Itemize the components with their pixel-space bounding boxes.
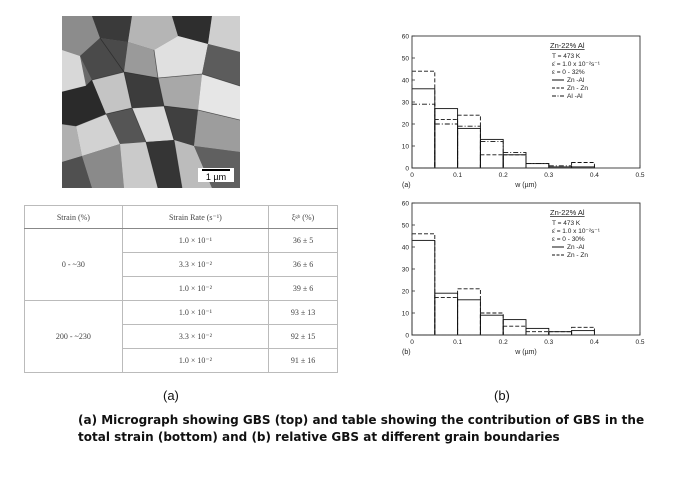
y-tick-label: 10 bbox=[401, 310, 409, 318]
histogram-bar bbox=[480, 155, 503, 168]
y-tick-label: 0 bbox=[405, 332, 409, 340]
y-tick-label: 40 bbox=[401, 77, 409, 85]
y-tick-label: 0 bbox=[405, 165, 409, 173]
gbs-contribution-table bbox=[24, 205, 338, 373]
y-tick-label: 20 bbox=[401, 121, 409, 129]
histogram-bar bbox=[572, 327, 595, 335]
y-tick-label: 30 bbox=[401, 266, 409, 274]
histogram-bar bbox=[480, 313, 503, 335]
histogram-bar bbox=[435, 298, 458, 335]
panel-label: (b) bbox=[402, 349, 411, 356]
table-header-strain: Strain (%) bbox=[25, 206, 123, 229]
histogram-bar bbox=[526, 164, 549, 168]
table-cell-xi: 36 ± 6 bbox=[269, 253, 338, 277]
y-tick-label: 10 bbox=[401, 143, 409, 151]
y-tick-label: 20 bbox=[401, 288, 409, 296]
micrograph-image bbox=[62, 16, 240, 188]
y-tick-label: 30 bbox=[401, 99, 409, 107]
histogram-bar bbox=[458, 289, 481, 335]
histogram-bar bbox=[458, 128, 481, 168]
x-tick-label: 0.3 bbox=[544, 172, 554, 179]
condition-label: ε̇ = 1.0 x 10⁻²s⁻¹ bbox=[552, 228, 600, 235]
caption-line-1: (a) Micrograph showing GBS (top) and table showing the contribution of GBS in the bbox=[78, 413, 645, 427]
condition-label: T = 473 K bbox=[552, 53, 581, 60]
condition-label: ε̇ = 1.0 x 10⁻²s⁻¹ bbox=[552, 61, 600, 68]
table-cell-rate: 1.0 × 10⁻¹ bbox=[122, 301, 268, 325]
scale-bar-line bbox=[202, 169, 230, 171]
histogram-bar bbox=[412, 89, 435, 168]
x-axis-label: w (µm) bbox=[515, 182, 537, 189]
condition-label: T = 473 K bbox=[552, 220, 581, 227]
x-tick-label: 0 bbox=[410, 172, 414, 179]
caption-line-2: total strain (bottom) and (b) relative GBS at different grain boundaries bbox=[78, 430, 560, 444]
y-tick-label: 40 bbox=[401, 244, 409, 252]
x-tick-label: 0.4 bbox=[589, 172, 599, 179]
chart-title: Zn-22% Al bbox=[550, 208, 585, 217]
table-cell-xi: 91 ± 16 bbox=[269, 349, 338, 373]
legend-entry: Zn -Al bbox=[567, 77, 585, 84]
table-cell-xi: 39 ± 6 bbox=[269, 277, 338, 301]
scale-bar-label: 1 µm bbox=[205, 172, 227, 182]
histogram-chart-a bbox=[390, 28, 650, 194]
micrograph-grains bbox=[62, 16, 240, 188]
histogram-bar bbox=[412, 240, 435, 335]
panel-label-a: (a) bbox=[163, 388, 179, 403]
histogram-bar bbox=[572, 331, 595, 335]
x-tick-label: 0.5 bbox=[635, 339, 645, 346]
panel-label: (a) bbox=[402, 182, 411, 189]
histogram-bar bbox=[458, 126, 481, 168]
histogram-bar bbox=[480, 139, 503, 168]
table-row bbox=[25, 301, 338, 325]
panel-label-b: (b) bbox=[494, 388, 510, 403]
histogram-bar bbox=[526, 164, 549, 168]
x-tick-label: 0.2 bbox=[498, 339, 508, 346]
table-cell-rate: 3.3 × 10⁻² bbox=[122, 325, 268, 349]
table-cell-rate: 3.3 × 10⁻² bbox=[122, 253, 268, 277]
y-tick-label: 50 bbox=[401, 222, 409, 230]
y-tick-label: 60 bbox=[401, 33, 409, 41]
legend-entry: Al -Al bbox=[567, 93, 583, 100]
y-tick-label: 60 bbox=[401, 200, 409, 208]
x-tick-label: 0.1 bbox=[453, 339, 463, 346]
histogram-bar bbox=[503, 155, 526, 168]
table-cell-xi: 92 ± 15 bbox=[269, 325, 338, 349]
legend-entry: Zn - Zn bbox=[567, 252, 588, 259]
x-tick-label: 0.3 bbox=[544, 339, 554, 346]
x-tick-label: 0.4 bbox=[589, 339, 599, 346]
histogram-bar bbox=[503, 320, 526, 335]
histogram-bar bbox=[549, 332, 572, 335]
plot-frame bbox=[412, 203, 640, 335]
x-tick-label: 0.5 bbox=[635, 172, 645, 179]
scale-bar bbox=[198, 168, 234, 182]
histogram-bar bbox=[458, 300, 481, 335]
histogram-chart-b bbox=[390, 195, 650, 361]
histogram-bar bbox=[412, 104, 435, 168]
table-cell-strain: 0 - ~30 bbox=[25, 229, 123, 301]
histogram-bar bbox=[503, 326, 526, 335]
chart-title: Zn-22% Al bbox=[550, 41, 585, 50]
legend-entry: Zn - Zn bbox=[567, 85, 588, 92]
x-tick-label: 0.2 bbox=[498, 172, 508, 179]
histogram-bar bbox=[526, 332, 549, 335]
legend-entry: Zn -Al bbox=[567, 244, 585, 251]
table-cell-rate: 1.0 × 10⁻¹ bbox=[122, 229, 268, 253]
y-tick-label: 50 bbox=[401, 55, 409, 63]
histogram-bar bbox=[480, 315, 503, 335]
histogram-bar bbox=[435, 120, 458, 168]
table-cell-rate: 1.0 × 10⁻² bbox=[122, 277, 268, 301]
histogram-bar bbox=[412, 234, 435, 335]
table-row bbox=[25, 229, 338, 253]
histogram-bar bbox=[412, 71, 435, 168]
condition-label: ε = 0 - 32% bbox=[552, 69, 585, 76]
table-header-xi: ξᵍᵇ (%) bbox=[269, 206, 338, 229]
table-cell-xi: 36 ± 5 bbox=[269, 229, 338, 253]
plot-frame bbox=[412, 36, 640, 168]
table-cell-xi: 93 ± 13 bbox=[269, 301, 338, 325]
table-cell-strain: 200 - ~230 bbox=[25, 301, 123, 373]
table-cell-rate: 1.0 × 10⁻² bbox=[122, 349, 268, 373]
histogram-bar bbox=[549, 332, 572, 335]
table-header-strain-rate: Strain Rate (s⁻¹) bbox=[122, 206, 268, 229]
table-header-row bbox=[25, 206, 338, 229]
histogram-bar bbox=[458, 115, 481, 168]
x-tick-label: 0 bbox=[410, 339, 414, 346]
histogram-bar bbox=[435, 293, 458, 335]
histogram-bar bbox=[503, 155, 526, 168]
x-axis-label: w (µm) bbox=[515, 349, 537, 356]
figure-caption bbox=[78, 412, 678, 446]
histogram-bar bbox=[435, 124, 458, 168]
histogram-bar bbox=[435, 109, 458, 168]
x-tick-label: 0.1 bbox=[453, 172, 463, 179]
condition-label: ε = 0 - 30% bbox=[552, 236, 585, 243]
